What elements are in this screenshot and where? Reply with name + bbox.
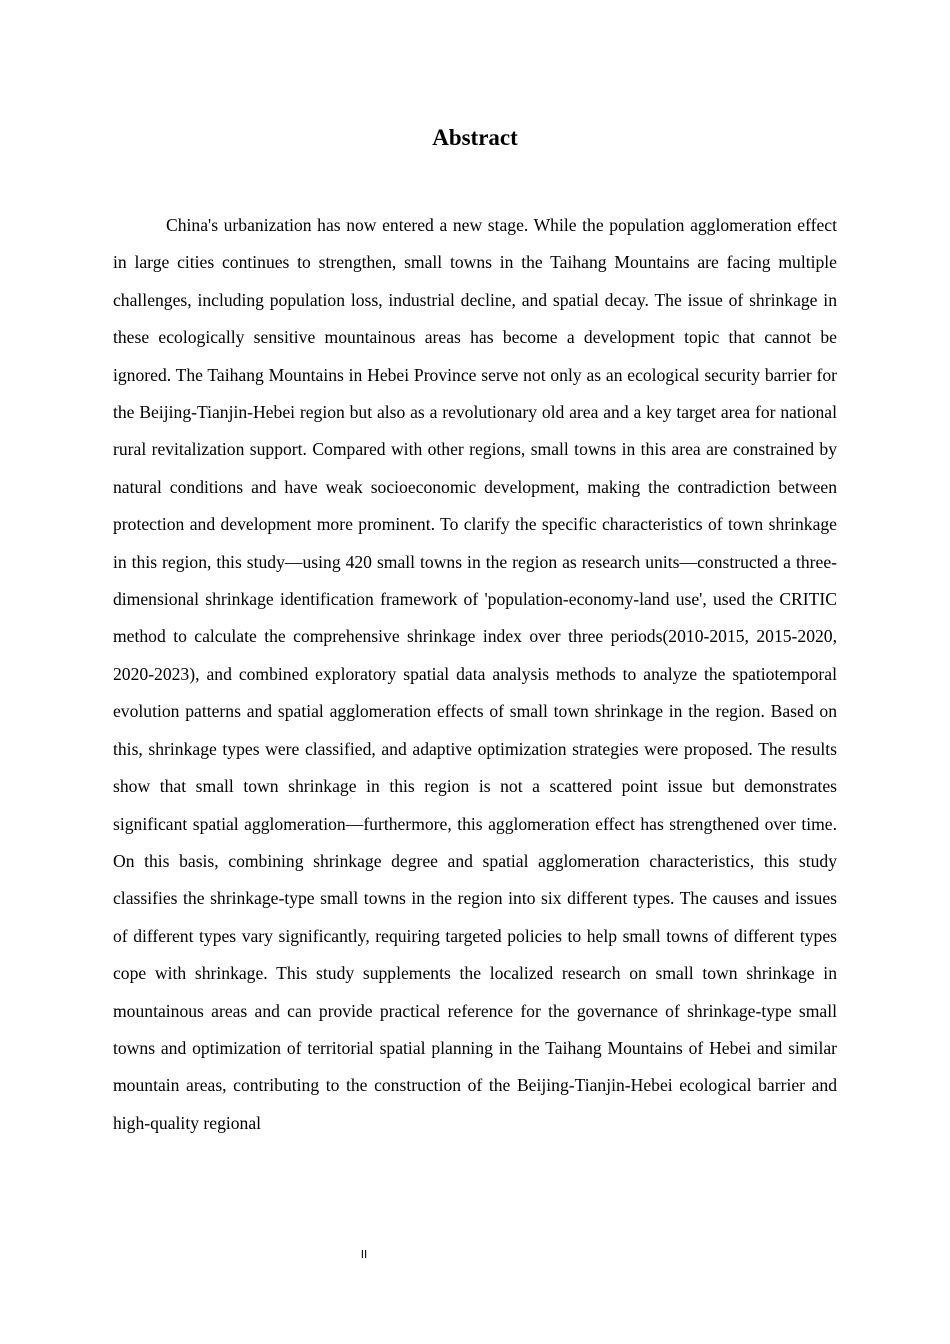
- page-number: II: [360, 1248, 368, 1261]
- abstract-title: Abstract: [432, 125, 518, 150]
- abstract-paragraph: China's urbanization has now entered a new stage. While the population agglomeration effect in large cities continues to strengthen, small towns in the Taihang Mountains are facing multiple challenges, including population loss, industrial decline, and spatial decay. The issue of shrinkage in these ecologically sensitive mountainous areas has become a development topic that cannot be ignored. The Taihang Mountains in Hebei Province serve not only as an ecological security barrier for the Beijing-Tianjin-Hebei region but also as a revolutionary old area and a key target area for national rural revitalization support. Compared with other regions, small towns in this area are constrained by natural conditions and have weak socioeconomic development, making the contradiction between protection and development more prominent. To clarify the specific characteristics of town shrinkage in this region, this study—using 420 small towns in the region as research units—constructed a three-dimensional shrinkage identification framework of 'population-economy-land use', used the CRITIC method to calculate the comprehensive shrinkage index over three periods(2010-2015, 2015-2020, 2020-2023), and combined exploratory spatial data analysis methods to analyze the spatiotemporal evolution patterns and spatial agglomeration effects of small town shrinkage in the region. Based on this, shrinkage types were classified, and adaptive optimization strategies were proposed. The results show that small town shrinkage in this region is not a scattered point issue but demonstrates significant spatial agglomeration—furthermore, this agglomeration effect has strengthened over time. On this basis, combining shrinkage degree and spatial agglomeration characteristics, this study classifies the shrinkage-type small towns in the region into six different types. The causes and issues of different types vary significantly, requiring targeted policies to help small towns of different types cope with shrinkage. This study supplements the localized research on small town shrinkage in mountainous areas and can provide practical reference for the governance of shrinkage-type small towns and optimization of territorial spatial planning in the Taihang Mountains of Hebei and similar mountain areas, contributing to the construction of the Beijing-Tianjin-Hebei ecological barrier and high-quality regional: [113, 215, 837, 1133]
